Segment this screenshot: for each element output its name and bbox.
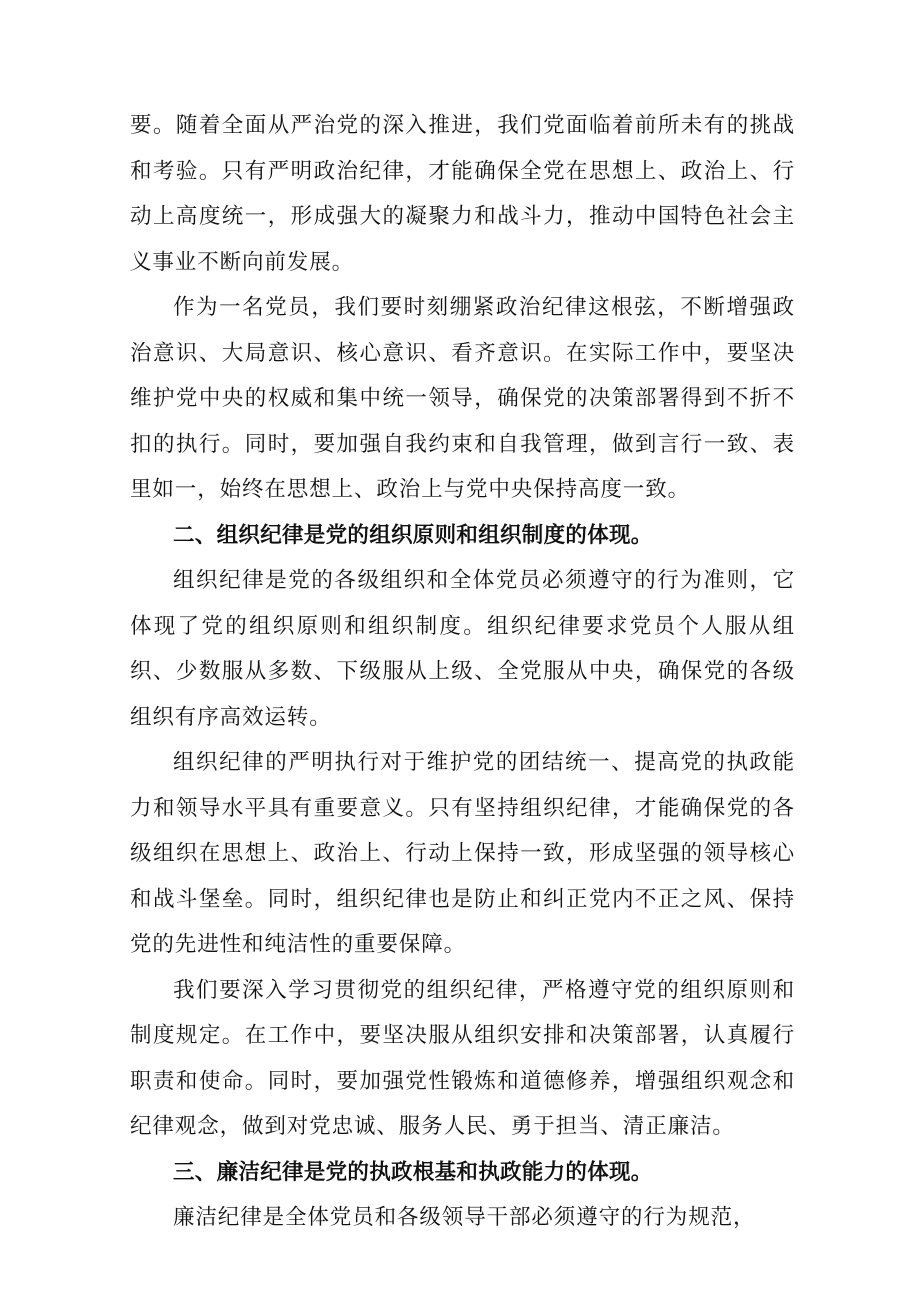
section-heading-integrity-discipline: 三、廉洁纪律是党的执政根基和执政能力的体现。 (173, 1159, 653, 1185)
paragraph-party-member-duty: 作为一名党员，我们要时刻绷紧政治纪律这根弦，不断增强政治意识、大局意识、核心意识、看齐意识。在实际工作中，要坚决维护党中央的权威和集中统一领导，确保党的决策部署得到不折不扣的执行。同时，要加强自我约束和自我管理，做到言行一致、表里如一，始终在思想上、政治上与党中央保持高度一致。 (130, 295, 795, 502)
paragraph-integrity-definition: 廉洁纪律是全体党员和各级领导干部必须遵守的行为规范， (173, 1205, 756, 1230)
document-body (130, 103, 795, 1241)
paragraph-organizational-significance: 组织纪律的严明执行对于维护党的团结统一、提高党的执政能力和领导水平具有重要意义。只有坚持组织纪律，才能确保党的各级组织在思想上、政治上、行动上保持一致，形成坚强的领导核心和战斗堡垒。同时，组织纪律也是防止和纠正党内不正之风、保持党的先进性和纯洁性的重要保障。 (130, 750, 795, 957)
paragraph-political-discipline-cont: 要。随着全面从严治党的深入推进，我们党面临着前所未有的挑战和考验。只有严明政治纪律，才能确保全党在思想上、政治上、行动上高度统一，形成强大的凝聚力和战斗力，推动中国特色社会主义事业不断向前发展。 (130, 113, 795, 275)
paragraph-organizational-practice: 我们要深入学习贯彻党的组织纪律，严格遵守党的组织原则和制度规定。在工作中，要坚决服从组织安排和决策部署，认真履行职责和使命。同时，要加强党性锻炼和道德修养，增强组织观念和纪律观念，做到对党忠诚、服务人民、勇于担当、清正廉洁。 (130, 977, 795, 1139)
section-heading-organizational-discipline: 二、组织纪律是党的组织原则和组织制度的体现。 (173, 522, 653, 548)
paragraph-organizational-definition: 组织纪律是党的各级组织和全体党员必须遵守的行为准则，它体现了党的组织原则和组织制度。组织纪律要求党员个人服从组织、少数服从多数、下级服从上级、全党服从中央，确保党的各级组织有序高效运转。 (130, 568, 795, 730)
